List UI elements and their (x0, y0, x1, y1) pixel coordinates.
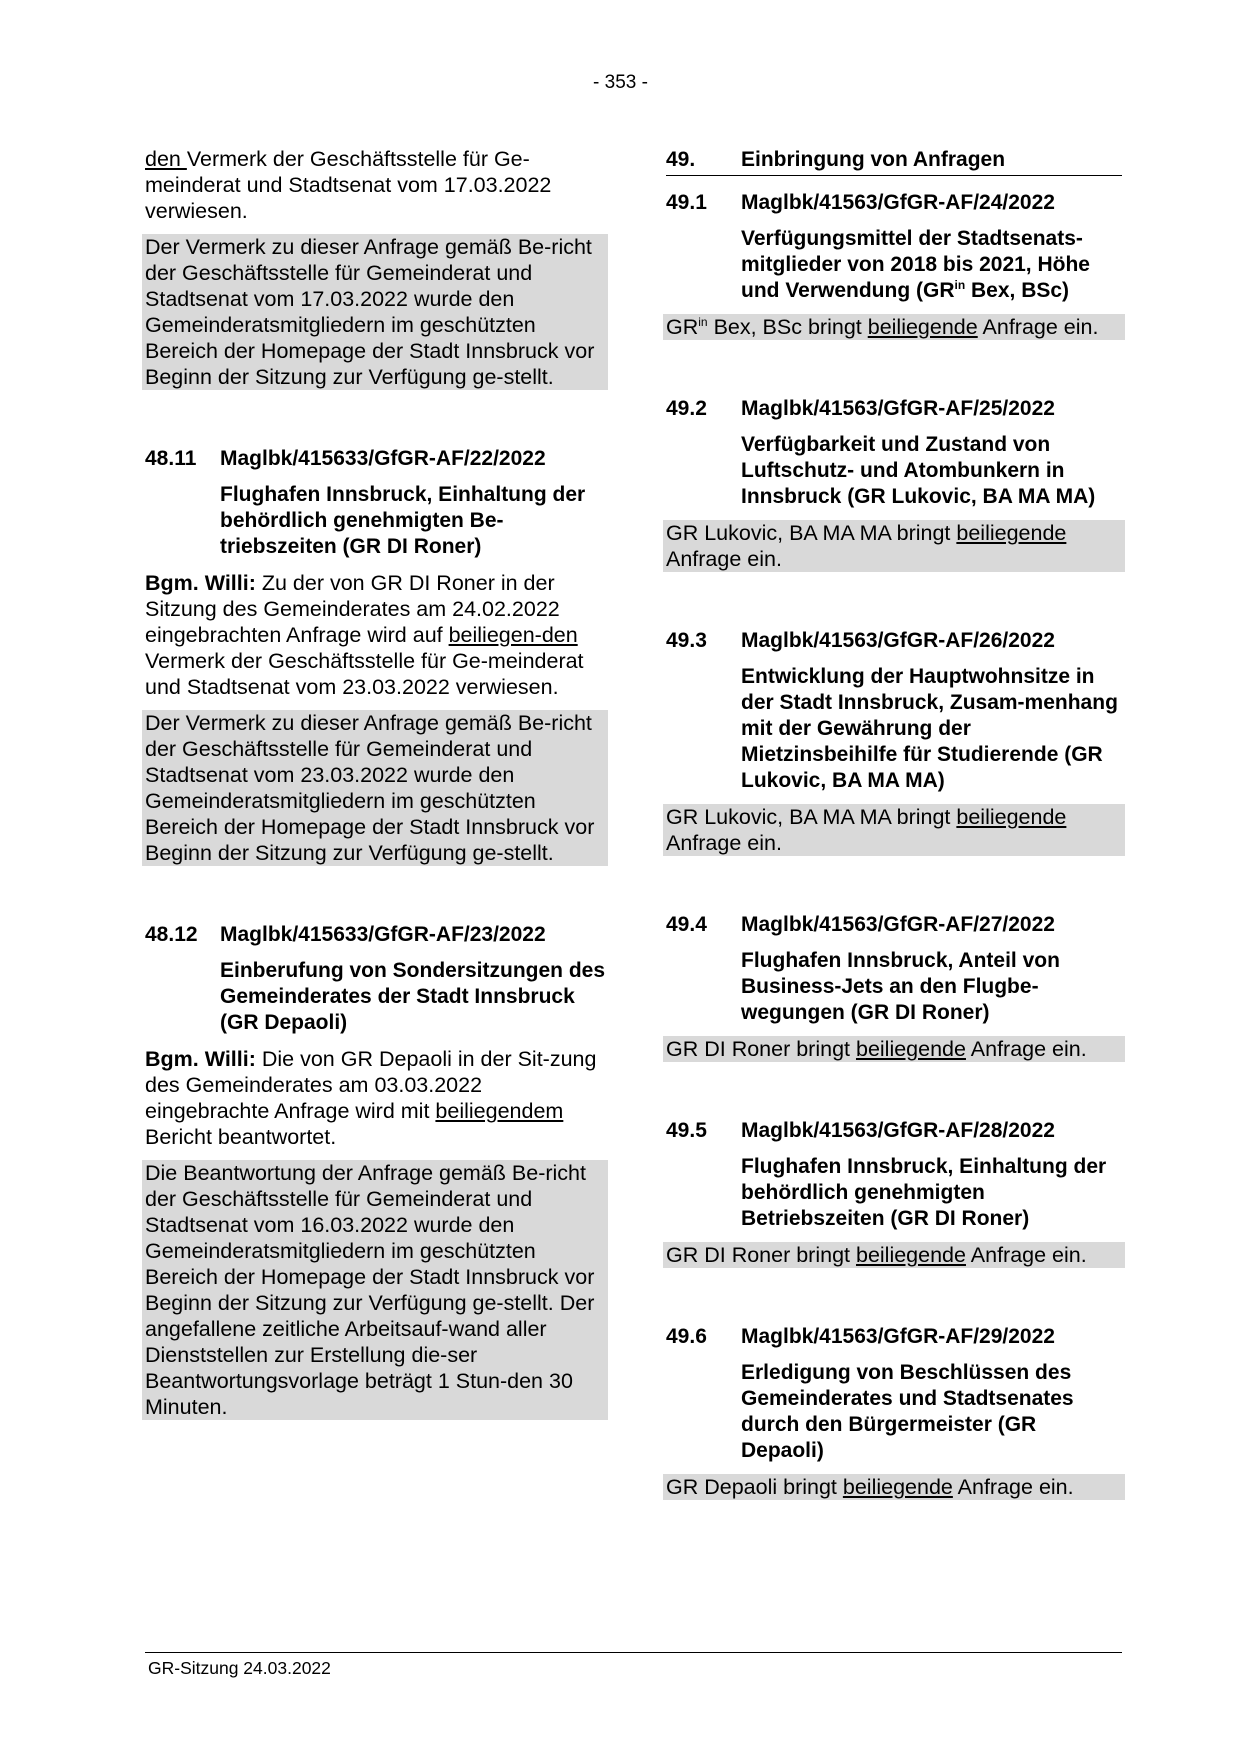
item-title: Erledigung von Beschlüssen des Gemeinderates und Stadtsenates durch den Bürgermeister (GR Depaoli) (741, 1361, 1074, 1462)
item-note-box: GR Lukovic, BA MA MA bringt beiliegende Anfrage ein. (663, 804, 1125, 856)
item-title: Flughafen Innsbruck, Einhaltung der behördlich genehmigten Be-triebszeiten (GR DI Roner) (220, 483, 586, 558)
item-note-box: Der Vermerk zu dieser Anfrage gemäß Be-richt der Geschäftsstelle für Gemeinderat und Stadtsenat vom 23.03.2022 wurde den Gemeinderatsmitgliedern im geschützten Bereich der Homepage der Stadt Innsbruck vor Beginn der Sitzung zur Verfügung ge-stellt. (142, 710, 608, 866)
item-statement: Bgm. Willi: Zu der von GR DI Roner in der Sitzung des Gemeinderates am 24.02.2022 eingebrachten Anfrage wird auf beiliegen-den Vermerk der Geschäftsstelle für Ge-meinderat und Stadtsenat vom 23.03.2022 verwiesen. (145, 571, 584, 699)
speaker-label: Bgm. Willi: (145, 571, 256, 595)
attachment-link[interactable]: beiliegen-den (448, 623, 578, 647)
item-title: Verfügungsmittel der Stadtsenats-mitglieder von 2018 bis 2021, Höhe und Verwendung ($GR^{in}$ Bex, BSc) (741, 227, 1090, 302)
item-heading (145, 922, 605, 948)
attachment-link[interactable]: beiliegende (855, 1243, 966, 1267)
item-number: 49.6 (666, 1325, 707, 1348)
attachment-link[interactable]: beiliegende (842, 1475, 953, 1499)
item-code: Maglbk/41563/GfGR-AF/26/2022 (741, 629, 1055, 652)
item-code: Maglbk/415633/GfGR-AF/22/2022 (220, 447, 546, 470)
agenda-item-49-1 (666, 190, 1122, 340)
item-note-box: GR Depaoli bringt beiliegende Anfrage ein. (663, 1474, 1125, 1500)
speaker-label: Bgm. Willi: (145, 1047, 256, 1071)
item-heading (666, 1324, 1122, 1350)
item-note-box: Die Beantwortung der Anfrage gemäß Be-richt der Geschäftsstelle für Gemeinderat und Stadtsenat vom 16.03.2022 wurde den Gemeinderatsmitgliedern im geschützten Bereich der Homepage der Stadt Innsbruck vor Beginn der Sitzung zur Verfügung ge-stellt. Der angefallene zeitliche Arbeitsauf-wand aller Dienststellen zur Erstellung die-ser Beantwortungsvorlage beträgt 1 Stun-den 30 Minuten. (142, 1160, 608, 1420)
page-number: - 353 - (593, 72, 648, 93)
item-number: 48.11 (145, 447, 197, 470)
item-number: 49.2 (666, 397, 707, 420)
item-note-box: $GR^{in}$ Bex, BSc bringt beiliegende Anfrage ein. (663, 314, 1125, 340)
left-column (145, 146, 605, 1420)
attachment-link[interactable]: beiliegendem (435, 1099, 564, 1123)
section-number: 49. (666, 148, 696, 171)
footer-divider (145, 1652, 1122, 1653)
item-note-box: GR Lukovic, BA MA MA bringt beiliegende Anfrage ein. (663, 520, 1125, 572)
item-heading (666, 628, 1122, 654)
item-note-box: GR DI Roner bringt beiliegende Anfrage ein. (663, 1036, 1125, 1062)
item-note-box: GR DI Roner bringt beiliegende Anfrage ein. (663, 1242, 1125, 1268)
item-heading (666, 396, 1122, 422)
item-code: Maglbk/41563/GfGR-AF/28/2022 (741, 1119, 1055, 1142)
section-heading (666, 146, 1122, 176)
attachment-link[interactable]: beiliegende (956, 805, 1067, 829)
item-heading (666, 190, 1122, 216)
attachment-link[interactable]: beiliegende (956, 521, 1067, 545)
item-code: Maglbk/41563/GfGR-AF/27/2022 (741, 913, 1055, 936)
attachment-link[interactable]: beiliegende (867, 315, 978, 339)
item-statement: Bgm. Willi: Die von GR Depaoli in der Sit-zung des Gemeinderates am 03.03.2022 eingebrachte Anfrage wird mit beiliegendem Bericht beantwortet. (145, 1047, 597, 1149)
item-number: 49.1 (666, 191, 707, 214)
item-number: 49.5 (666, 1119, 707, 1142)
agenda-item-49-5 (666, 1118, 1122, 1268)
agenda-item-48-11 (145, 446, 605, 866)
intro-note-box: Der Vermerk zu dieser Anfrage gemäß Be-richt der Geschäftsstelle für Gemeinderat und Stadtsenat vom 17.03.2022 wurde den Gemeinderatsmitgliedern im geschützten Bereich der Homepage der Stadt Innsbruck vor Beginn der Sitzung zur Verfügung ge-stellt. (142, 234, 608, 390)
item-code: Maglbk/41563/GfGR-AF/29/2022 (741, 1325, 1055, 1348)
agenda-item-49-6 (666, 1324, 1122, 1500)
item-title: Flughafen Innsbruck, Einhaltung der behördlich genehmigten Betriebszeiten (GR DI Roner) (741, 1155, 1107, 1230)
agenda-item-48-12 (145, 922, 605, 1420)
item-title: Einberufung von Sondersitzungen des Gemeinderates der Stadt Innsbruck (GR Depaoli) (220, 959, 606, 1034)
item-title: Flughafen Innsbruck, Anteil von Business-Jets an den Flugbe-wegungen (GR DI Roner) (741, 949, 1060, 1024)
agenda-item-49-2 (666, 396, 1122, 572)
agenda-item-49-4 (666, 912, 1122, 1062)
item-heading (666, 912, 1122, 938)
attachment-link[interactable]: beiliegende (855, 1037, 966, 1061)
section-title: Einbringung von Anfragen (741, 148, 1006, 171)
intro-paragraph: den Vermerk der Geschäftsstelle für Ge-meinderat und Stadtsenat vom 17.03.2022 verwiesen. (145, 147, 552, 223)
right-column (666, 146, 1122, 1500)
footer-text: GR-Sitzung 24.03.2022 (148, 1658, 331, 1678)
item-heading (145, 446, 605, 472)
agenda-item-49-3 (666, 628, 1122, 856)
item-number: 49.3 (666, 629, 707, 652)
attachment-link[interactable]: den (145, 147, 187, 171)
item-number: 49.4 (666, 913, 707, 936)
item-heading (666, 1118, 1122, 1144)
item-title: Entwicklung der Hauptwohnsitze in der Stadt Innsbruck, Zusam-menhang mit der Gewährung der Mietzinsbeihilfe für Studierende (GR Lukovic, BA MA MA) (741, 665, 1118, 792)
item-code: Maglbk/415633/GfGR-AF/23/2022 (220, 923, 546, 946)
item-number: 48.12 (145, 923, 198, 946)
item-title: Verfügbarkeit und Zustand von Luftschutz- und Atombunkern in Innsbruck (GR Lukovic, BA MA MA) (741, 433, 1096, 508)
item-code: Maglbk/41563/GfGR-AF/24/2022 (741, 191, 1055, 214)
item-code: Maglbk/41563/GfGR-AF/25/2022 (741, 397, 1055, 420)
